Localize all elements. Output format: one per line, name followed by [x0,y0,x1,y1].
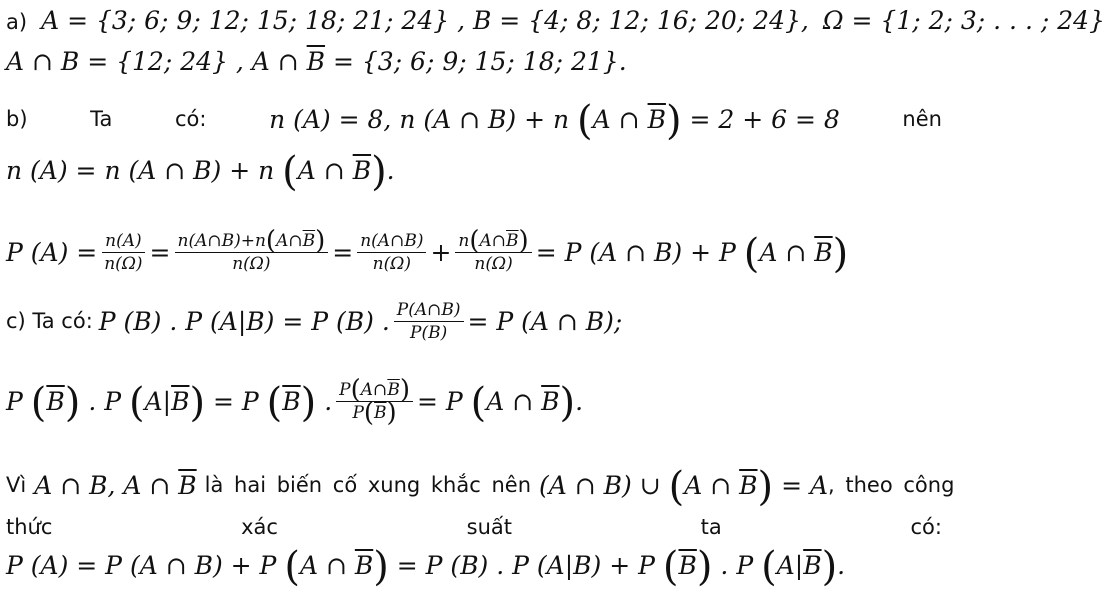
fraction-na-nomega: $\frac{n(A)}{n(\Omega)}$ [101,230,145,275]
word-ta: Ta [90,107,113,131]
word-ta-2: ta [700,515,722,539]
word-xac: xác [241,515,278,539]
part-a-label: a) [6,10,28,34]
part-b-line-1 [6,97,942,144]
fraction-pabbar-pbbar: $\frac{P(A\cap\overline{B})}{P(\overline{B})}$ [336,379,413,424]
text-la-hai: là hai biến cố xung khắc nên [204,473,531,497]
part-b-line-2: n (A) = n (A ∩ B) + n (A ∩ $\overline{B}$). [6,149,395,195]
word-vi: Vì [6,473,27,497]
fraction-sum: $\frac{n(A\cap B)+n(A\cap\overline{B})}{n(\Omega)}$ [175,230,329,275]
word-nen: nên [902,107,942,131]
sample-space-omega: Ω = {1; 2; 3; . . . ; 24} [822,6,1105,35]
part-c-label: c) Ta có: [6,308,93,333]
part-c-line-3: Vì A ∩ B, A ∩ $\overline{B}$ là hai biến cố xung khắc nên (A ∩ B) ∪ (A ∩ $\overline{B}) = A$ , theo công [6,463,955,510]
part-a-line-1 [6,8,1105,33]
word-co-2: có: [910,515,942,539]
fraction-nabbar: $\frac{n(A\cap\overline{B})}{n(\Omega)}$ [455,230,531,275]
part-c-line-4 [6,515,942,539]
fraction-nab: $\frac{n(A\cap B)}{n(\Omega)}$ [357,230,426,275]
sets-a-b: A = {3; 6; 9; 12; 15; 18; 21; 24} , B = {4; 8; 12; 16; 20; 24}, [41,6,809,35]
count-equation: n (A) = 8, n (A ∩ B) + n (A ∩ $\overline{B}) = 2 + 6 = 8$ [269,97,840,144]
word-suat: suất [466,515,512,539]
intersection-a-b: A ∩ B = {12; 24} , A ∩ [6,47,299,76]
part-c-line-1: c) Ta có: P (B) . P (A|B) = P (B) . $\frac{P(A\cap B)}{P(B)}$ = P (A ∩ B); [6,299,623,343]
word-co: có: [174,107,207,131]
fraction-pab-pb: $\frac{P(A\cap B)}{P(B)}$ [394,299,464,344]
part-c-line-2: P $(\overline{B})$ . P $(A|\overline{B}) = P$ $(\overline{B})$ . $\frac{P(A\cap\overline{B})}{P(\overline{B})}$ = P (A ∩ $\overline{B}$). [6,374,584,428]
word-thuc: thức [6,515,53,539]
text-theo-cong: , theo công [828,473,955,497]
part-a-line-2 [6,49,627,74]
probability-derivation: P (A) = $\frac{n(A)}{n(\Omega)}$ = $\frac{n(A\cap B)+n(A\cap\overline{B})}{n(\Omega)}$ = $\frac{n(A\cap B)}{n(\Omega)}$ + $\frac{n(A\cap\overline{B})}{n(\Omega)}$ = P (A ∩ B) + P (A ∩ $\overline{B}$) [6,225,849,277]
b-complement: $\overline{B}$ [306,47,326,76]
part-b-label: b) [6,107,28,131]
intersection-a-bbar: = {3; 6; 9; 15; 18; 21}. [332,47,627,76]
final-formula: P (A) = P (A ∩ B) + P (A ∩ $\overline{B}) = P$ (B) . P (A|B) + P $(\overline{B})$ . P $(A|\overline{B})$. [6,544,846,590]
